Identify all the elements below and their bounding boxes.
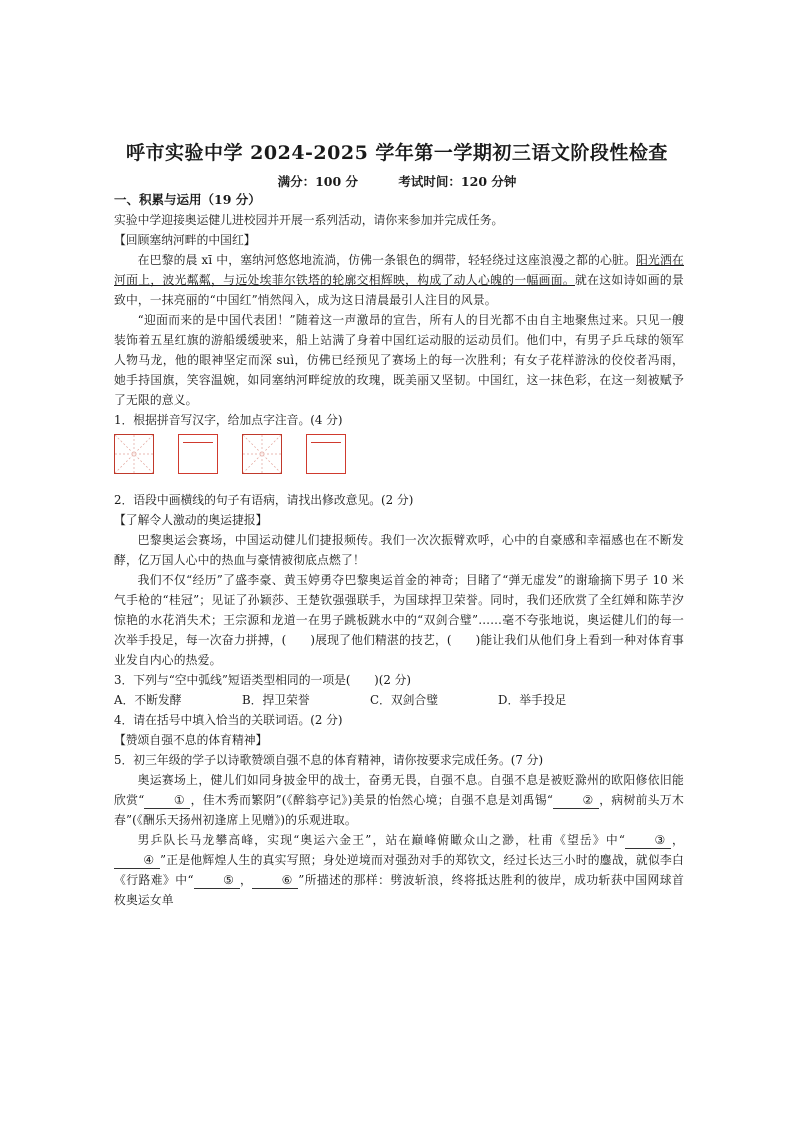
fill-blank-6[interactable]: ⑥: [252, 872, 298, 889]
section-intro: 实验中学迎接奥运健儿进校园并开展一系列活动，请你来参加并完成任务。: [114, 213, 504, 227]
exam-title: 呼市实验中学 2024-2025 学年第一学期初三语文阶段性检查: [126, 142, 668, 164]
tian-grid-box[interactable]: [242, 434, 282, 474]
exam-meta: [0, 172, 794, 190]
writing-grids: [114, 434, 684, 482]
question-5: 5．初三年级的学子以诗歌赞颂自强不息的体育精神，请你按要求完成任务。(7 分): [114, 753, 544, 767]
part2-header: 【了解令人激动的奥运捷报】: [114, 513, 268, 527]
fill-blank-5[interactable]: ⑤: [194, 872, 240, 889]
pinyin-box[interactable]: [178, 434, 218, 474]
exam-content: [114, 190, 684, 910]
tian-grid-box[interactable]: [114, 434, 154, 474]
question-3-options: [114, 690, 684, 710]
fill-blank-4[interactable]: ④: [114, 852, 160, 869]
paragraph-1: 在巴黎的晨 xī 中，塞纳河悠悠地流淌，仿佛一条银色的绸带，轻轻绕过这座浪漫之都的心脏。阳光洒在河面上，波光粼粼，与远处埃菲尔铁塔的轮廓交相辉映，构成了动人心魄的一幅画面。就在这如诗如画的景致中，一抹亮丽的“中国红”悄然闯入，成为这日清晨最引人注目的风景。: [114, 253, 684, 307]
option-c[interactable]: C．双剑合璧: [370, 693, 439, 707]
fill-blank-1[interactable]: ①: [144, 792, 190, 809]
part3-header: 【赞颂自强不息的体育精神】: [114, 733, 268, 747]
fill-blank-2[interactable]: ②: [553, 792, 599, 809]
paragraph-4: 我们不仅“经历”了盛李豪、黄玉婷勇夺巴黎奥运首金的神奇；目睹了“弹无虚发”的谢瑜摘下男子 10 米气手枪的“桂冠”；见证了孙颖莎、王楚钦强强联手，为国球捍卫荣誉。同时，我们还欣赏了全红婵和陈芋汐惊艳的水花消失术；王宗源和龙道一在男子跳板跳水中的“双剑合璧”……毫不夸张地说，奥运健儿们的每一次举手投足，每一次奋力拼搏，( )展现了他们精湛的技艺，( )能让我们从他们身上看到一种对体育事业发自内心的热爱。: [114, 573, 684, 667]
question-3: 3．下列与“空中弧线”短语类型相同的一项是( )(2 分): [114, 673, 411, 687]
section-heading: 一、积累与运用（19 分）: [114, 192, 261, 207]
part1-header: 【回顾塞纳河畔的中国红】: [114, 233, 256, 247]
pinyin-box[interactable]: [306, 434, 346, 474]
paragraph-5: 奥运赛场上，健儿们如同身披金甲的战士，奋勇无畏，自强不息。自强不息是被贬滁州的欧阳修依旧能欣赏“ ① ，佳木秀而繁阴”(《醉翁亭记》)美景的怡然心境；自强不息是刘禹锡“ ② ，病树前头万木春”(《酬乐天扬州初逢席上见赠》)的乐观进取。: [114, 773, 684, 827]
option-b[interactable]: B．捍卫荣誉: [242, 693, 310, 707]
fill-blank-3[interactable]: ③: [625, 832, 671, 849]
question-1: 1．根据拼音写汉字，给加点字注音。(4 分): [114, 413, 343, 427]
exam-time: 考试时间：120 分钟: [398, 174, 517, 189]
question-2: 2．语段中画横线的句子有语病，请找出修改意见。(2 分): [114, 493, 414, 507]
full-score: 满分：100 分: [277, 174, 359, 189]
question-4: 4．请在括号中填入恰当的关联词语。(2 分): [114, 713, 343, 727]
paragraph-6: 男乒队长马龙攀高峰，实现“奥运六金王”，站在巅峰俯瞰众山之渺，杜甫《望岳》中“ ③ ，④ ”正是他辉煌人生的真实写照；身处逆境而对强劲对手的郑钦文，经过长达三小时的鏖战，就似李白《行路难》中“ ⑤ ， ⑥ ”所描述的那样：劈波斩浪，终将抵达胜利的彼岸，成功斩获中国网球首枚奥运女单: [114, 833, 684, 907]
option-d[interactable]: D．举手投足: [498, 693, 567, 707]
option-a[interactable]: A．不断发酵: [114, 693, 182, 707]
underlined-sentence: 阳光洒在河面上，波光粼粼，与远处埃菲尔铁塔的轮廓交相辉映，构成了动人心魄的一幅画面。: [114, 253, 684, 287]
paragraph-3: 巴黎奥运会赛场，中国运动健儿们捷报频传。我们一次次振臂欢呼，心中的自豪感和幸福感也在不断发酵，亿万国人心中的热血与豪情被彻底点燃了！: [114, 533, 684, 567]
paragraph-2: “迎面而来的是中国代表团！”随着这一声激昂的宣告，所有人的目光都不由自主地聚焦过来。只见一艘装饰着五星红旗的游船缓缓驶来，船上站满了身着中国红运动服的运动员们。他们中，有男子乒乓球的领军人物马龙，他的眼神坚定而深 suì，仿佛已经预见了赛场上的每一次胜利；有女子花样游泳的佼佼者冯雨，她手持国旗，笑容温婉，如同塞纳河畔绽放的玫瑰，既美丽又坚韧。中国红，这一抹色彩，在这一刻被赋予了无限的意义。: [114, 313, 684, 407]
